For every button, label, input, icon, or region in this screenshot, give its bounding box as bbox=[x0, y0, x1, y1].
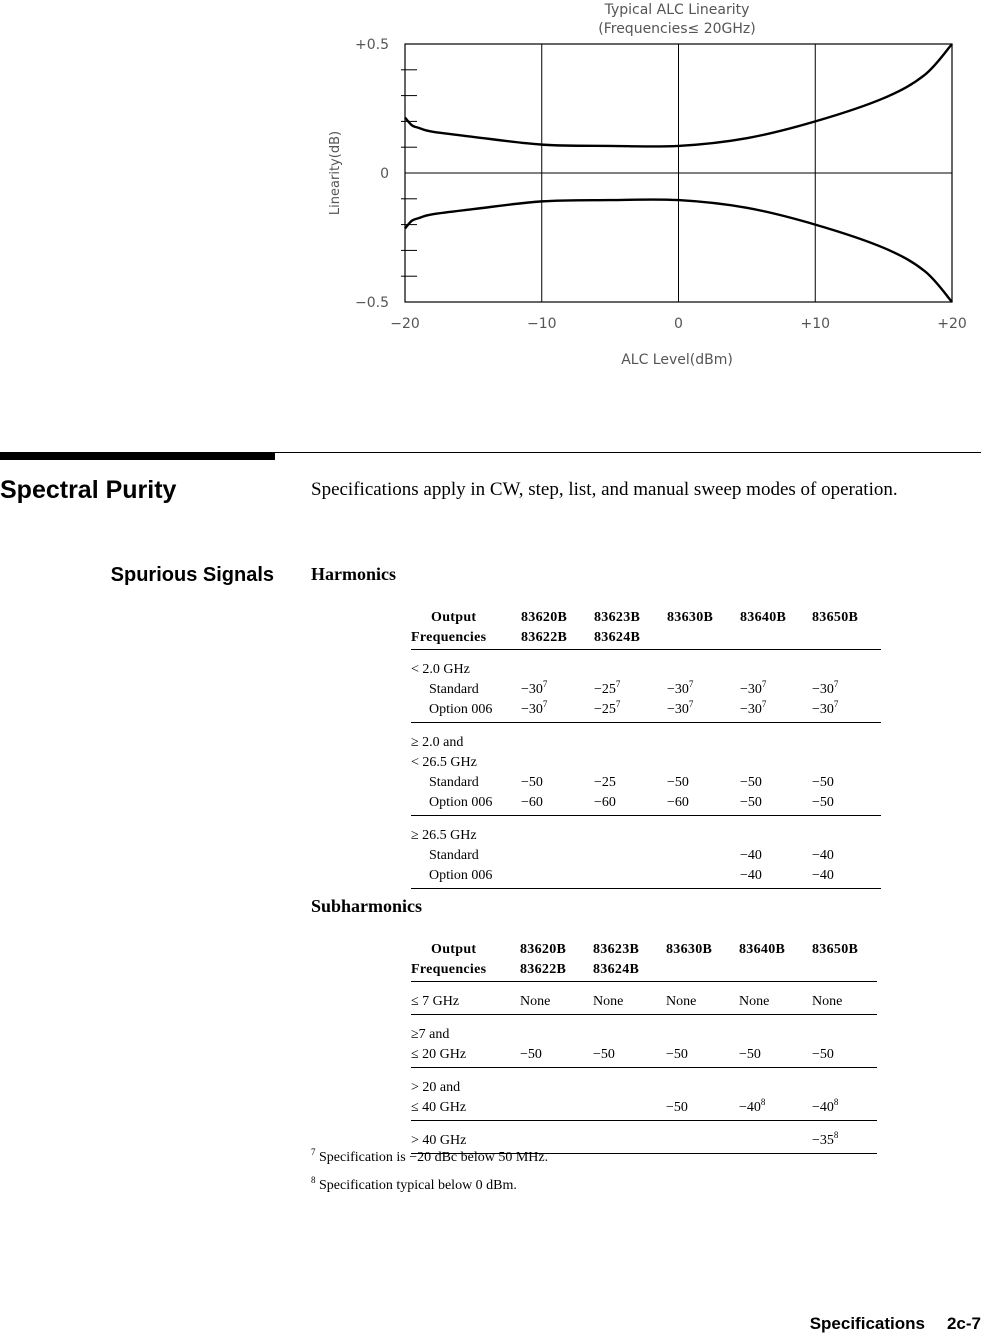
column-header bbox=[812, 958, 877, 982]
footer-page-number: 2c-7 bbox=[946, 1314, 981, 1333]
row-group-label: < 2.0 GHz bbox=[411, 662, 470, 677]
column-header: Output bbox=[431, 610, 477, 625]
row-label: ≥7 and bbox=[411, 1027, 450, 1042]
table-row bbox=[411, 982, 877, 1015]
row-label: ≤ 40 GHz bbox=[411, 1096, 520, 1121]
row-label: > 20 and bbox=[411, 1080, 461, 1095]
table-cell: −50 bbox=[666, 1096, 739, 1121]
table-row bbox=[411, 864, 881, 889]
table-cell: None bbox=[739, 982, 812, 1015]
column-header: Frequencies bbox=[411, 626, 521, 650]
table-cell bbox=[594, 864, 667, 889]
table-cell: −50 bbox=[740, 791, 812, 816]
y-tick-label: +0.5 bbox=[355, 37, 389, 53]
table-cell: $-30^7$ bbox=[521, 698, 594, 723]
table-cell: −50 bbox=[593, 1043, 666, 1068]
subharmonics-table bbox=[411, 938, 877, 1154]
table-cell: −50 bbox=[521, 775, 543, 790]
section-title: Spectral Purity bbox=[0, 476, 177, 504]
header-row bbox=[411, 626, 881, 650]
subsection-title: Spurious Signals bbox=[110, 564, 274, 586]
table-row bbox=[411, 698, 881, 723]
table-cell: $-30^7$ bbox=[812, 679, 839, 697]
subharmonics-header bbox=[411, 938, 877, 982]
table-cell: $-35^8$ bbox=[812, 1121, 877, 1154]
page-footer bbox=[788, 1314, 981, 1334]
alc-linearity-chart bbox=[0, 0, 981, 400]
row-label: Standard bbox=[429, 775, 479, 790]
footnote-8-num: 8 bbox=[311, 1175, 316, 1185]
footnote-7 bbox=[311, 1147, 549, 1166]
table-cell bbox=[520, 1096, 593, 1121]
header-row bbox=[411, 606, 881, 626]
row-label: Standard bbox=[429, 682, 479, 697]
footnote-7-text: Specification is −20 dBc below 50 MHz. bbox=[319, 1150, 549, 1165]
x-tick-label: 0 bbox=[674, 316, 683, 332]
chart-xlabel: ALC Level(dBm) bbox=[621, 352, 733, 368]
x-tick-label: +20 bbox=[937, 316, 967, 332]
table-cell: None bbox=[593, 982, 666, 1015]
row-group-label: < 26.5 GHz bbox=[411, 755, 477, 770]
y-tick-label: −0.5 bbox=[355, 295, 389, 311]
row-label: Standard bbox=[429, 848, 479, 863]
section-rule-thick bbox=[0, 452, 275, 460]
table-row bbox=[411, 751, 881, 771]
row-label: > 40 GHz bbox=[411, 1121, 520, 1154]
section-rule-thin bbox=[275, 452, 981, 453]
table-cell: −50 bbox=[812, 775, 834, 790]
table-row bbox=[411, 816, 881, 845]
table-cell: −40 bbox=[812, 848, 834, 863]
section-intro: Specifications apply in CW, step, list, and manual sweep modes of operation. bbox=[311, 479, 898, 500]
column-header: 83623B bbox=[593, 942, 640, 957]
table-cell: $-40^8$ bbox=[739, 1096, 812, 1121]
row-label: ≤ 20 GHz bbox=[411, 1043, 520, 1068]
column-header bbox=[740, 626, 812, 650]
column-header bbox=[739, 958, 812, 982]
table-cell: −40 bbox=[812, 864, 881, 889]
table-cell: −50 bbox=[739, 1043, 812, 1068]
row-label: Option 006 bbox=[411, 698, 521, 723]
table-cell bbox=[521, 864, 594, 889]
column-header: 83624B bbox=[593, 958, 666, 982]
row-label: Option 006 bbox=[411, 791, 521, 816]
harmonics-body bbox=[411, 650, 881, 889]
table-row bbox=[411, 650, 881, 679]
table-cell: $-30^7$ bbox=[667, 679, 694, 697]
table-cell: −60 bbox=[667, 791, 740, 816]
table-row bbox=[411, 1043, 877, 1068]
column-header: Output bbox=[431, 942, 477, 957]
table-cell: −50 bbox=[667, 775, 689, 790]
column-header bbox=[666, 958, 739, 982]
table-cell: None bbox=[520, 982, 593, 1015]
table-cell bbox=[520, 1121, 593, 1154]
table-cell: None bbox=[666, 982, 739, 1015]
row-label: Option 006 bbox=[411, 864, 521, 889]
column-header: 83630B bbox=[666, 942, 713, 957]
table-row bbox=[411, 1096, 877, 1121]
x-tick-label: −20 bbox=[390, 316, 420, 332]
table-row bbox=[411, 678, 881, 698]
table-cell: −60 bbox=[594, 791, 667, 816]
column-header: 83622B bbox=[521, 626, 594, 650]
table-cell bbox=[666, 1121, 739, 1154]
column-header: 83640B bbox=[740, 610, 787, 625]
table-cell bbox=[520, 1015, 877, 1044]
table-row bbox=[411, 844, 881, 864]
table-cell: −40 bbox=[740, 864, 812, 889]
table-cell: $-25^7$ bbox=[594, 679, 621, 697]
row-group-label: ≥ 2.0 and bbox=[411, 735, 464, 750]
header-row bbox=[411, 938, 877, 958]
harmonics-header bbox=[411, 606, 881, 650]
table-cell: $-30^7$ bbox=[667, 698, 740, 723]
table-cell bbox=[593, 1121, 666, 1154]
table-cell bbox=[739, 1121, 812, 1154]
chart-title: Typical ALC Linearity bbox=[604, 2, 750, 18]
x-tick-label: +10 bbox=[800, 316, 831, 332]
chart-ylabel: Linearity(dB) bbox=[328, 130, 343, 216]
column-header: 83650B bbox=[812, 942, 859, 957]
column-header: 83623B bbox=[594, 610, 641, 625]
column-header: 83622B bbox=[520, 958, 593, 982]
footnote-8 bbox=[311, 1175, 517, 1194]
table-cell: −50 bbox=[740, 775, 762, 790]
table-cell: $-25^7$ bbox=[594, 698, 667, 723]
harmonics-table bbox=[411, 606, 881, 889]
table-cell: $-40^8$ bbox=[812, 1096, 877, 1121]
y-tick-label: 0 bbox=[380, 166, 389, 182]
header-row bbox=[411, 958, 877, 982]
table-row bbox=[411, 1015, 877, 1044]
table-cell bbox=[594, 844, 667, 864]
table-row bbox=[411, 771, 881, 791]
table-row bbox=[411, 1121, 877, 1154]
row-group-label: ≥ 26.5 GHz bbox=[411, 828, 477, 843]
table-cell: $-30^7$ bbox=[521, 679, 548, 697]
column-header: 83640B bbox=[739, 942, 786, 957]
table-row bbox=[411, 723, 881, 752]
row-label: ≤ 7 GHz bbox=[411, 982, 520, 1015]
column-header bbox=[812, 626, 881, 650]
column-header: 83620B bbox=[521, 610, 568, 625]
table-cell: $-30^7$ bbox=[740, 698, 812, 723]
table-cell: $-30^7$ bbox=[812, 698, 881, 723]
column-header bbox=[667, 626, 740, 650]
table-cell: −40 bbox=[740, 848, 762, 863]
column-header: Frequencies bbox=[411, 958, 520, 982]
subharmonics-heading: Subharmonics bbox=[311, 896, 423, 916]
column-header: 83620B bbox=[520, 942, 567, 957]
table-cell: −50 bbox=[520, 1043, 593, 1068]
footnote-8-text: Specification typical below 0 dBm. bbox=[319, 1178, 517, 1193]
table-cell bbox=[667, 864, 740, 889]
subharmonics-body bbox=[411, 982, 877, 1154]
table-cell: None bbox=[812, 982, 877, 1015]
table-cell bbox=[593, 1096, 666, 1121]
chart-subtitle: (Frequencies≤ 20GHz) bbox=[598, 21, 756, 37]
table-cell: $-30^7$ bbox=[740, 679, 767, 697]
column-header: 83624B bbox=[594, 626, 667, 650]
footer-section: Specifications bbox=[809, 1314, 925, 1333]
table-cell: −50 bbox=[812, 1043, 877, 1068]
harmonics-heading: Harmonics bbox=[311, 564, 396, 584]
column-header: 83630B bbox=[667, 610, 714, 625]
table-cell: −50 bbox=[812, 791, 881, 816]
column-header: 83650B bbox=[812, 610, 859, 625]
table-cell: −60 bbox=[521, 791, 594, 816]
table-cell: −25 bbox=[594, 775, 616, 790]
table-cell: −50 bbox=[666, 1043, 739, 1068]
table-cell bbox=[520, 1068, 877, 1097]
table-row bbox=[411, 1068, 877, 1097]
table-cell bbox=[667, 844, 740, 864]
x-tick-label: −10 bbox=[526, 316, 557, 332]
table-row bbox=[411, 791, 881, 816]
table-cell bbox=[521, 844, 594, 864]
footnote-7-num: 7 bbox=[311, 1147, 316, 1157]
